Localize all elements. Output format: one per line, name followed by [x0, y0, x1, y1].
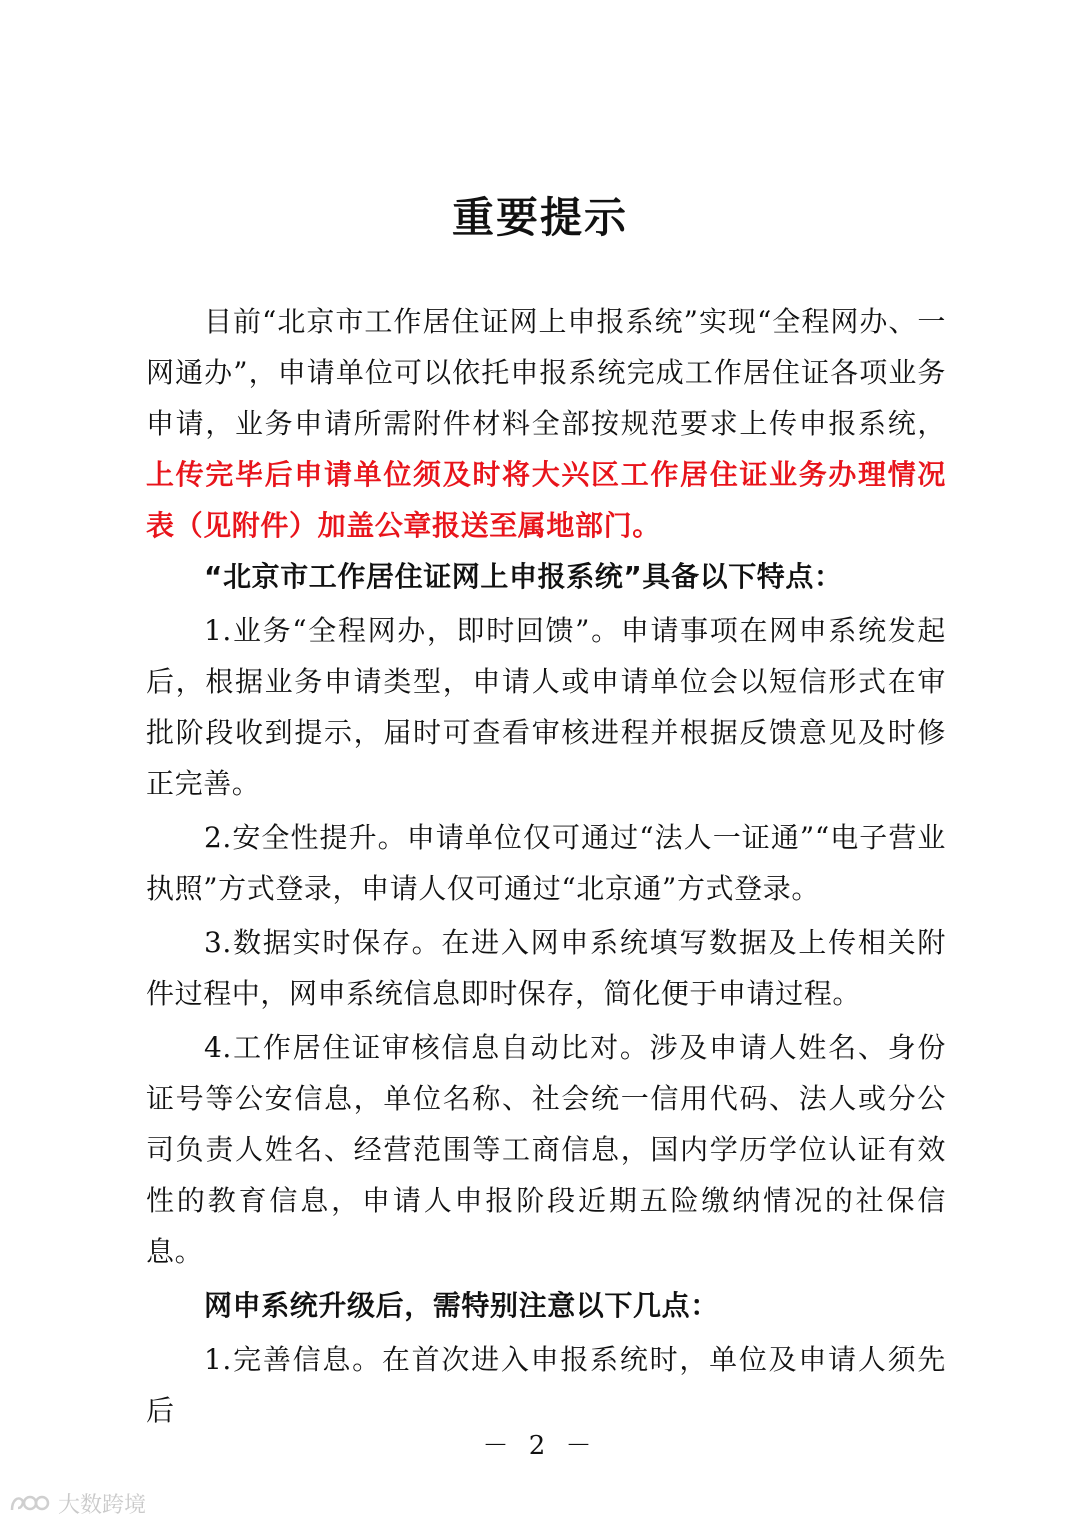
- intro-lead: 目前“北京市工作居住证网上申报系统”实现“全程网办、一网通办”，申请单位可以依托申报系统完成工作居住证各项业务申请，业务申请所需附件材料全部按规范要求上传申报系统，: [146, 305, 946, 440]
- watermark: [8, 1486, 146, 1520]
- note-item-1: 1.完善信息。在首次进入申报系统时，单位及申请人须先后: [146, 1343, 946, 1427]
- notes-heading: 网申系统升级后，需特别注意以下几点：: [204, 1289, 719, 1322]
- document-body: [146, 296, 946, 1436]
- feature-item-2: 2.安全性提升。申请单位仅可通过“法人一证通”“电子营业执照”方式登录，申请人仅可通过“北京通”方式登录。: [146, 821, 946, 905]
- feature-item-3: 3.数据实时保存。在进入网申系统填写数据及上传相关附件过程中，网申系统信息即时保存，简化便于申请过程。: [146, 926, 946, 1010]
- feature-item-1: 1.业务“全程网办，即时回馈”。申请事项在网申系统发起后，根据业务申请类型，申请人或申请单位会以短信形式在审批阶段收到提示，届时可查看审核进程并根据反馈意见及时修正完善。: [146, 614, 946, 800]
- features-heading: “北京市工作居住证网上申报系统”具备以下特点：: [204, 560, 843, 593]
- page-number: － 2 －: [482, 1431, 598, 1461]
- intro-paragraph: [146, 296, 946, 551]
- watermark-text: 大数跨境: [58, 1492, 147, 1518]
- brand-logo-icon: [8, 1490, 52, 1516]
- intro-highlight: 上传完毕后申请单位须及时将大兴区工作居住证业务办理情况表（见附件）加盖公章报送至属地部门。: [146, 458, 946, 542]
- page-title: 重要提示: [451, 193, 628, 242]
- feature-item-4: 4.工作居住证审核信息自动比对。涉及申请人姓名、身份证号等公安信息，单位名称、社会统一信用代码、法人或分公司负责人姓名、经营范围等工商信息，国内学历学位认证有效性的教育信息，申请人申报阶段近期五险缴纳情况的社保信息。: [146, 1031, 946, 1268]
